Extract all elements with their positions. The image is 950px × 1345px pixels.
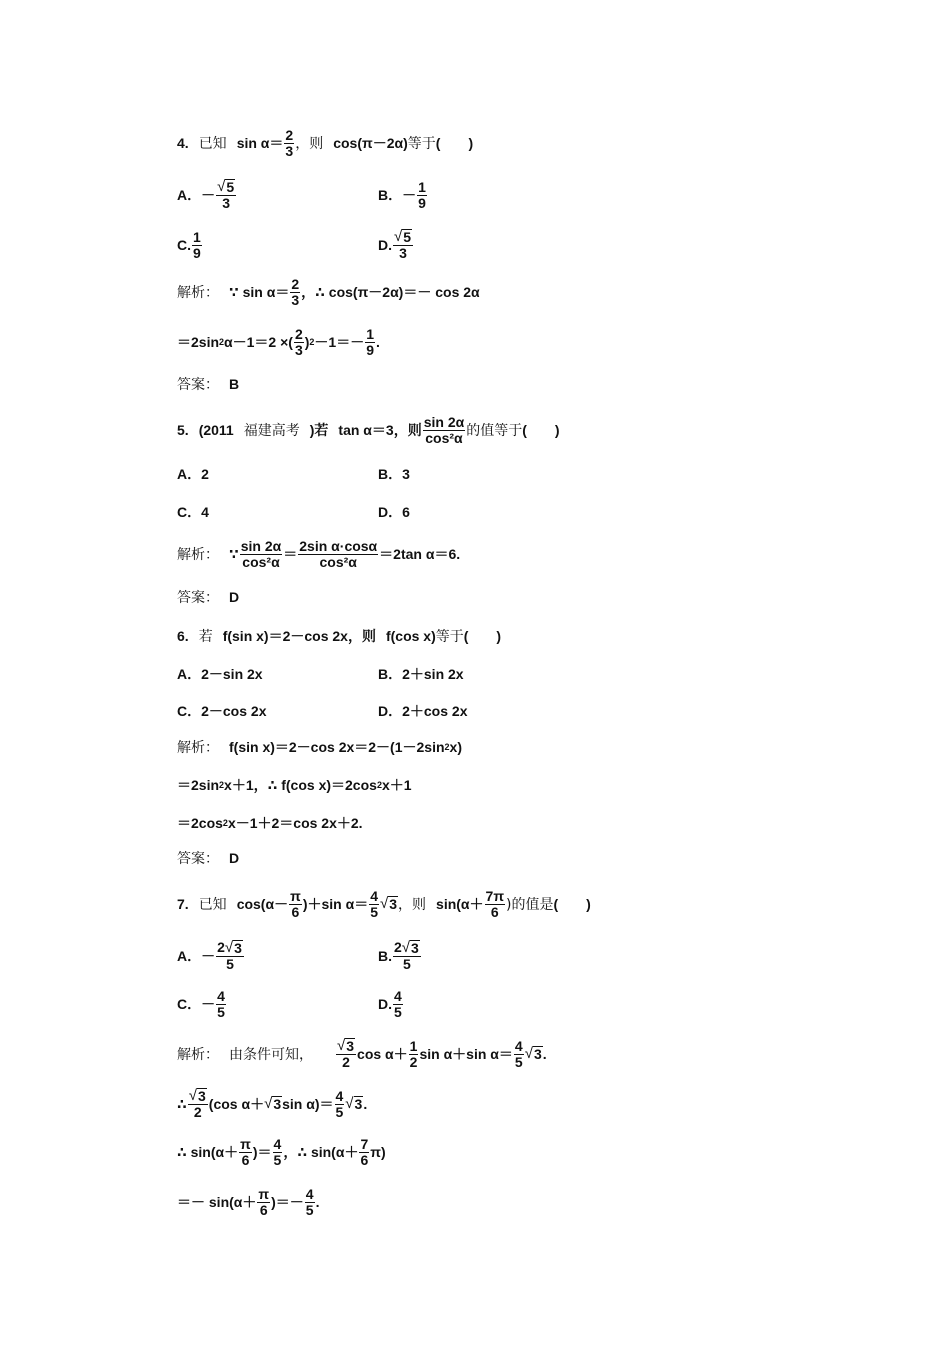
solution-text: ＝2tan α＝6. [379,546,461,562]
solution-text: x＋1 [381,777,412,793]
fraction: 4 5 [394,987,402,1020]
solution-text: sin α＋sin α＝ [419,1046,513,1062]
fraction: √ 5 3 [394,228,412,261]
q7-solution-line3 [177,1132,386,1172]
solution-text: sin α)＝ [282,1096,334,1112]
q6-solution-line1 [177,727,462,767]
answer-paren: ( ) [463,628,502,644]
fraction: 2 √ 3 5 [394,939,419,972]
q6-stem [177,616,501,656]
fraction: 7π 6 [485,887,505,920]
solution-text: . [542,1046,547,1062]
option-label: C. [177,237,191,253]
option-label: A．2 [177,466,209,482]
fraction: sin 2α cos²α [423,413,465,446]
option-label: D．2＋cos 2x [378,703,468,719]
q6-answer [177,838,239,878]
solution-text: ∵ [229,545,239,562]
q7-option-d [378,984,404,1024]
q6-text: f(cos x) [385,628,436,644]
q4-option-c [177,225,203,265]
q5-solution [177,534,460,574]
q4-solution-line1 [177,272,480,312]
q7-text: cos(α－ [236,896,289,912]
q7-solution-line2 [177,1084,367,1124]
option-label: D．6 [378,504,410,520]
option-label: A．－ [177,948,216,964]
solution-label: 解析： [177,547,219,563]
q5-stem [177,410,560,450]
solution-label: 解析： [177,740,219,756]
option-label: D. [378,996,392,1012]
q7-text: )的值是 [506,897,554,913]
solution-text: ∴ [177,1095,187,1112]
q5-option-d [378,492,410,532]
answer-label: 答案： [177,377,219,393]
q6-text: 等于 [435,629,464,645]
q4-solution-line2 [177,322,380,362]
fraction: √ 5 3 [217,178,235,211]
option-label: A．－ [177,187,216,203]
fraction: 1 9 [366,325,375,358]
solution-text: ∴ sin(α＋ [177,1144,239,1160]
q4-stem [177,123,473,163]
fraction: 2 √ 3 5 [217,939,242,972]
solution-text: α－1＝2 ×( [224,334,293,350]
fraction: √ 3 2 [188,1087,206,1120]
q6-solution-line3 [177,803,363,843]
fraction: 2sin α·cosα cos²α [299,537,378,570]
option-label: A．2－sin 2x [177,666,263,682]
solution-text: ＝2sin [177,777,220,793]
option-label: C．2－cos 2x [177,703,267,719]
answer-value: D [229,850,240,866]
solution-text: ∵ sin α＝ [229,284,290,300]
sqrt: √ 3 [524,1045,542,1062]
solution-text: ＝ [283,546,298,562]
solution-text: x＋1，∴ f(cos x)＝2cos [224,777,377,793]
q4-text: cos(π－2α) [333,135,408,151]
fraction: π 6 [240,1135,251,1168]
q7-number: 7. [177,896,189,912]
solution-text: ＝－ sin(α＋ [177,1194,257,1210]
fraction: 4 5 [305,1185,314,1218]
solution-text: cos α＋ [357,1046,408,1062]
q5-text: tan α＝3，则 [338,422,422,438]
solution-text: )＝ [252,1144,272,1160]
q6-option-c [177,691,266,731]
q4-number: 4. [177,135,189,151]
q4-option-a [177,175,237,215]
fraction: 7 6 [360,1135,369,1168]
solution-text: x－1＋2＝cos 2x＋2. [227,815,363,831]
q5-answer [177,577,239,617]
solution-text: ，∴ cos(π－2α)＝－ cos 2α [301,284,480,300]
superscript: 2 [222,818,228,828]
q6-solution-line2 [177,765,412,805]
q6-option-d [378,691,467,731]
superscript: 2 [309,337,315,347]
q4-option-d [378,225,414,265]
solution-text: ) [304,334,310,350]
solution-text: ＝2cos [177,815,223,831]
sqrt: √ 3 [345,1095,363,1112]
q7-solution-line1 [177,1034,547,1074]
superscript: 2 [219,780,225,790]
answer-value: D [229,589,240,605]
q5-text: 的值等于 [466,423,523,439]
q5-text: 福建高考 [243,423,300,439]
q7-option-a [177,936,245,976]
q6-text: f(sin x)＝2－cos 2x，则 [222,628,376,644]
q6-option-a [177,654,263,694]
fraction: π 6 [258,1185,270,1218]
solution-text: 由条件可知， [229,1047,313,1063]
answer-value: B [229,376,240,392]
option-label: B．－ [378,187,417,203]
q7-text: 已知 [198,897,227,913]
q7-text: sin(α＋ [436,896,484,912]
q4-text: ，则 [295,136,324,152]
q5-text: (2011 [198,422,234,438]
option-label: B．3 [378,466,410,482]
solution-text: . [376,334,380,350]
superscript: 2 [376,780,382,790]
answer-paren: ( ) [522,422,560,438]
solution-text: －1＝－ [314,334,365,350]
solution-text: ＝2sin [177,334,220,350]
option-label: B. [378,948,392,964]
fraction: 1 2 [409,1037,418,1070]
q4-text: sin α＝ [236,135,284,151]
q7-text: ，则 [398,897,427,913]
fraction: 4 5 [273,1135,282,1168]
fraction: 4 5 [514,1037,523,1070]
q5-option-c [177,492,209,532]
solution-label: 解析： [177,285,219,301]
solution-text: π) [370,1144,386,1160]
q5-option-a [177,454,209,494]
q4-text: 已知 [198,136,227,152]
solution-text: (cos α＋ [208,1096,265,1112]
option-label: C．－ [177,996,216,1012]
fraction: 2 3 [294,325,303,358]
option-label: D. [378,237,392,253]
solution-text: )＝－ [271,1194,304,1210]
q4-text: 等于 [407,136,436,152]
answer-label: 答案： [177,851,219,867]
q5-text: )若 [309,422,329,438]
fraction: 2 3 [291,275,300,308]
sqrt: √ 3 [264,1095,282,1112]
superscript: 2 [219,337,225,347]
q6-text: 若 [198,629,213,645]
solution-text: . [363,1096,368,1112]
q7-solution-line4 [177,1182,319,1222]
q7-stem [177,884,591,924]
fraction: 4 5 [370,887,378,920]
solution-label: 解析： [177,1047,219,1063]
sqrt: √ 3 [380,895,398,912]
q5-number: 5. [177,422,189,438]
superscript: 2 [444,742,450,752]
option-label: B．2＋sin 2x [378,666,464,682]
answer-label: 答案： [177,590,219,606]
q4-option-b [378,175,428,215]
fraction: 1 9 [418,178,426,211]
fraction: 1 9 [193,228,201,261]
q7-option-c [177,984,227,1024]
fraction: √ 3 2 [337,1037,355,1070]
q6-number: 6. [177,628,189,644]
option-label: C．4 [177,504,209,520]
q7-text: )＋sin α＝ [302,896,369,912]
solution-text: f(sin x)＝2－cos 2x＝2－(1－2sin [229,739,445,755]
q6-option-b [378,654,464,694]
q7-option-b [378,936,422,976]
solution-text: ，∴ sin(α＋ [283,1144,359,1160]
fraction: 4 5 [335,1087,344,1120]
fraction: 4 5 [217,987,225,1020]
solution-text: . [315,1194,320,1210]
fraction: 2 3 [285,126,294,159]
fraction: π 6 [290,887,301,920]
q4-answer [177,364,239,404]
solution-text: x) [449,739,462,755]
fraction: sin 2α cos²α [240,537,282,570]
q5-option-b [378,454,410,494]
answer-paren: ( ) [435,135,474,151]
answer-paren: ( ) [553,896,591,912]
